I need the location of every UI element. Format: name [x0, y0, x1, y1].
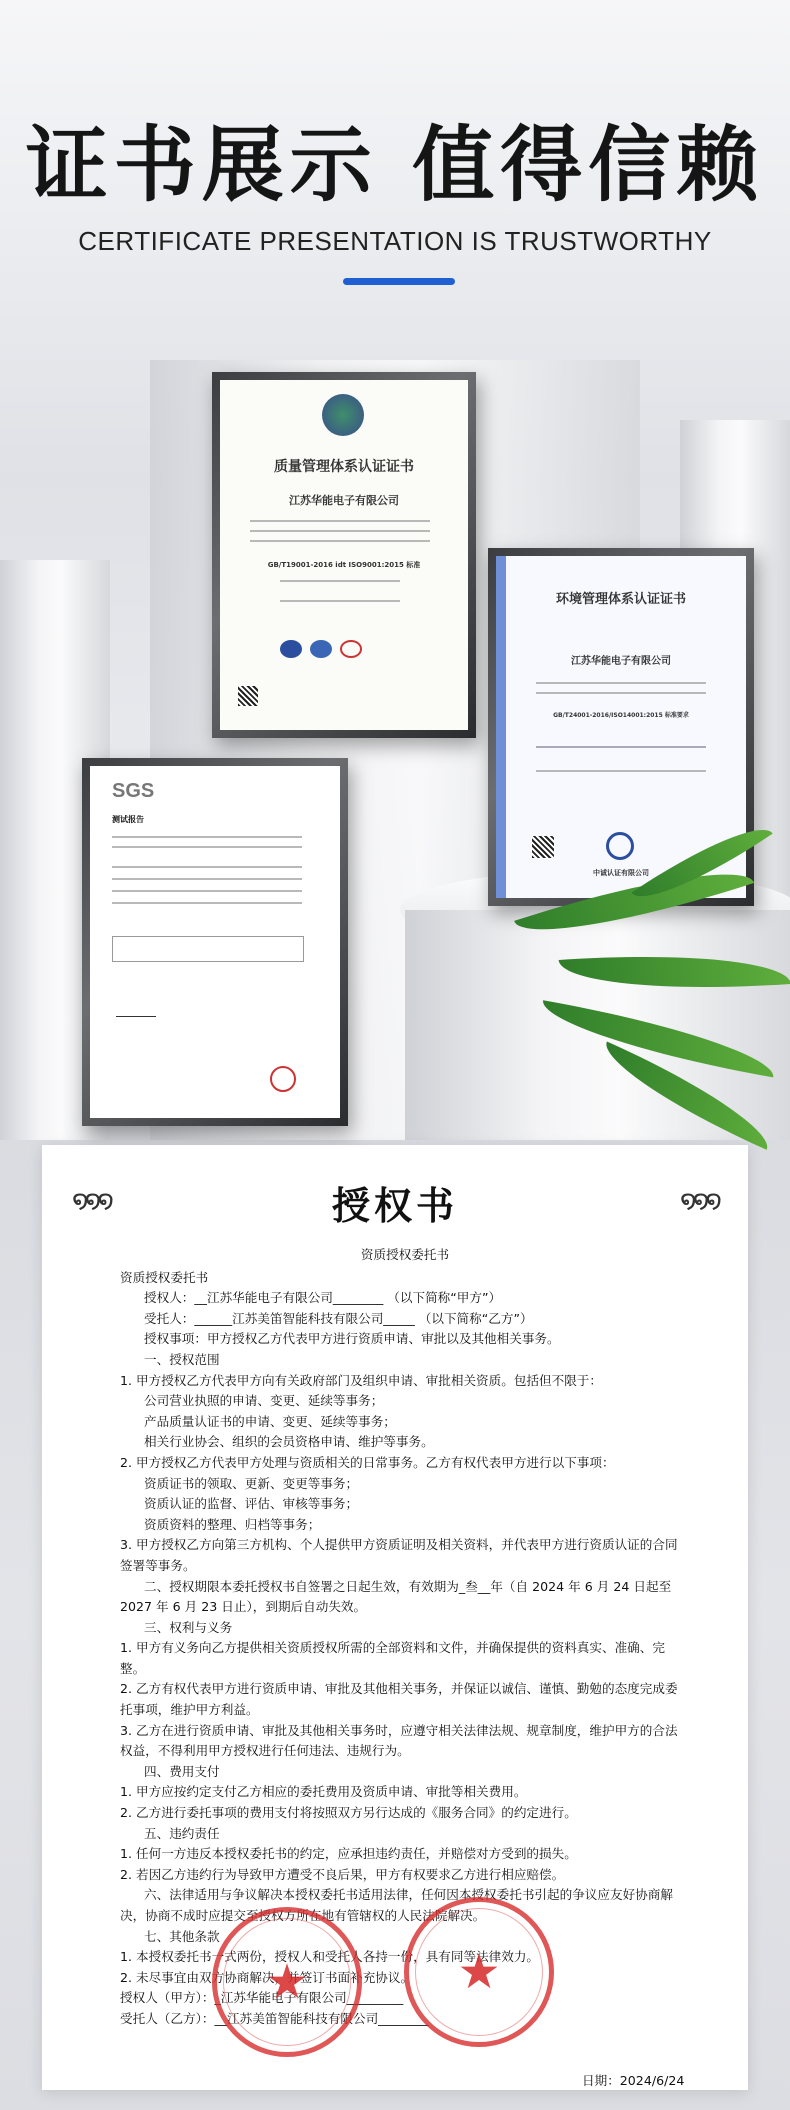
text-line	[112, 836, 302, 838]
environment-cert-standard: GB/T24001-2016/ISO14001:2015 标准要求	[553, 712, 689, 719]
doc-line: 授权事项：甲方授权乙方代表甲方进行资质申请、审批以及其他相关事务。	[144, 1331, 560, 1347]
quality-certificate-frame	[212, 372, 476, 738]
sgs-seal-icon	[270, 1066, 296, 1092]
sgs-certificate-frame	[82, 758, 348, 1126]
doc-line: 资质认证的监督、评估、审核等事务；	[144, 1496, 359, 1512]
doc-line: 二、授权期限本委托授权书自签署之日起生效，有效期为_叁__年（自 2024 年 6 月 24 日起至 2027 年 6 月 23 日止），到期后自动失效。	[120, 1578, 672, 1615]
doc-line: 3. 甲方授权乙方向第三方机构、个人提供甲方资质证明及相关资料，并代表甲方进行资质认证的合同签署等事务。	[120, 1537, 678, 1573]
doc-line: 资质授权委托书	[120, 1269, 209, 1285]
doc-line: 授权人（甲方）：_江苏华能电子有限公司_________	[120, 1990, 404, 2006]
text-line	[250, 540, 430, 542]
doc-line: 受托人（乙方）：__江苏美笛智能科技有限公司________	[120, 2010, 429, 2026]
swirl-right-icon: ໑໑໑	[680, 1185, 718, 1215]
quality-cert-company: 江苏华能电子有限公司	[289, 494, 399, 507]
doc-line: 1. 甲方应按约定支付乙方相应的委托费用及资质申请、审批等相关费用。	[120, 1784, 527, 1800]
document-date: 日期：2024/6/24	[582, 2073, 685, 2088]
text-line	[112, 890, 302, 892]
results-table	[112, 936, 304, 962]
quality-cert-title: 质量管理体系认证证书	[274, 459, 414, 475]
doc-line: 受托人：______江苏美笛智能科技有限公司_____ （以下简称“乙方”）	[144, 1310, 533, 1326]
text-line	[250, 530, 430, 532]
doc-line: 相关行业协会、组织的会员资格申请、维护等事务。	[144, 1434, 434, 1450]
doc-line: 2. 乙方有权代表甲方进行资质申请、审批及其他相关事务，并保证以诚信、谨慎、勤勉的态度完成委托事项，维护甲方利益。	[120, 1681, 678, 1718]
quality-emblem-icon	[322, 394, 364, 436]
environment-cert-company: 江苏华能电子有限公司	[571, 656, 671, 667]
doc-line: 3. 乙方在进行资质申请、审批及其他相关事务时，应遵守相关法律法规、规章制度，维护甲方的合法权益，不得利用甲方授权进行任何违法、违规行为。	[120, 1722, 678, 1759]
doc-line: 三、权利与义务	[144, 1619, 233, 1635]
text-line	[250, 520, 430, 522]
signature	[116, 1002, 156, 1017]
accent-bar	[343, 278, 455, 285]
cert-logos	[280, 640, 400, 660]
doc-line: 1. 甲方授权乙方代表甲方向有关政府部门及组织申请、审批相关资质。包括但不限于：	[120, 1372, 602, 1388]
environment-cert-title: 环境管理体系认证证书	[555, 592, 686, 607]
doc-line: 2. 若因乙方违约行为导致甲方遭受不良后果，甲方有权要求乙方进行相应赔偿。	[120, 1866, 565, 1882]
text-line	[536, 770, 706, 772]
company-seal-right	[404, 1897, 554, 2047]
text-line	[536, 746, 706, 748]
zc-logo-icon	[606, 832, 634, 860]
text-line	[536, 682, 706, 684]
text-line	[280, 600, 400, 602]
swirl-left-icon: ໑໑໑	[72, 1185, 110, 1215]
hero-title: 证书展示 值得信赖	[25, 118, 765, 213]
doc-line: 1. 本授权委托书一式两份，授权人和受托人各持一份，具有同等法律效力。	[120, 1949, 540, 1965]
doc-line: 2. 甲方授权乙方代表甲方处理与资质相关的日常事务。乙方有权代表甲方进行以下事项：	[120, 1454, 615, 1470]
text-line	[536, 692, 706, 694]
seal-icon	[340, 640, 362, 658]
text-line	[112, 866, 302, 868]
doc-line: 公司营业执照的申请、变更、延续等事务；	[144, 1393, 384, 1409]
cnas-logo-icon	[310, 640, 332, 658]
quality-cert-standard: GB/T19001-2016 idt ISO9001:2015 标准	[267, 561, 421, 569]
doc-line: 一、授权范围	[144, 1351, 220, 1367]
doc-line: 1. 甲方有义务向乙方提供相关资质授权所需的全部资料和文件，并确保提供的资料真实、准确、完整。	[120, 1640, 665, 1676]
seal-star-icon: ★	[265, 1954, 309, 2010]
doc-line: 授权人：__江苏华能电子有限公司________ （以下简称“甲方”）	[144, 1290, 502, 1306]
qr-code-icon	[532, 836, 554, 858]
doc-line: 1. 任何一方违反本授权委托书的约定，应承担违约责任，并赔偿对方受到的损失。	[120, 1846, 577, 1862]
quality-certificate	[220, 380, 468, 730]
document-body	[120, 1245, 690, 2030]
sgs-report-label: 测试报告	[112, 815, 144, 824]
text-line	[280, 580, 400, 582]
doc-line: 五、违约责任	[144, 1825, 220, 1841]
document-title: 授权书	[331, 1184, 458, 1228]
seal-star-icon: ★	[457, 1944, 501, 2000]
doc-line: 资质资料的整理、归档等事务；	[144, 1516, 321, 1532]
text-line	[112, 846, 302, 848]
sgs-certificate	[90, 766, 340, 1118]
document-heading: 资质授权委托书	[360, 1247, 450, 1262]
doc-line: 产品质量认证书的申请、变更、延续等事务；	[144, 1413, 396, 1429]
sgs-logo: SGS	[112, 780, 155, 802]
text-line	[112, 878, 302, 880]
doc-line: 2. 未尽事宜由双方协商解决，并签订书面补充协议。	[120, 1969, 414, 1985]
doc-line: 六、法律适用与争议解决本授权委托书适用法律，任何因本授权委托书引起的争议应友好协商解决，协商不成时应提交至授权方所在地有管辖权的人民法院解决。	[120, 1887, 673, 1923]
text-line	[112, 902, 302, 904]
iaf-logo-icon	[280, 640, 302, 658]
doc-line: 七、其他条款	[144, 1928, 220, 1944]
company-seal-left	[212, 1907, 362, 2057]
hero-subtitle: CERTIFICATE PRESENTATION IS TRUSTWORTHY	[78, 226, 712, 256]
environment-cert-issuer: 中诚认证有限公司	[593, 869, 649, 877]
doc-line: 2. 乙方进行委托事项的费用支付将按照双方另行达成的《服务合同》的约定进行。	[120, 1805, 577, 1821]
doc-line: 资质证书的领取、更新、变更等事务；	[144, 1475, 359, 1491]
doc-line: 四、费用支付	[144, 1763, 220, 1779]
qr-code-icon	[238, 686, 258, 706]
authorization-document	[42, 1145, 748, 2090]
